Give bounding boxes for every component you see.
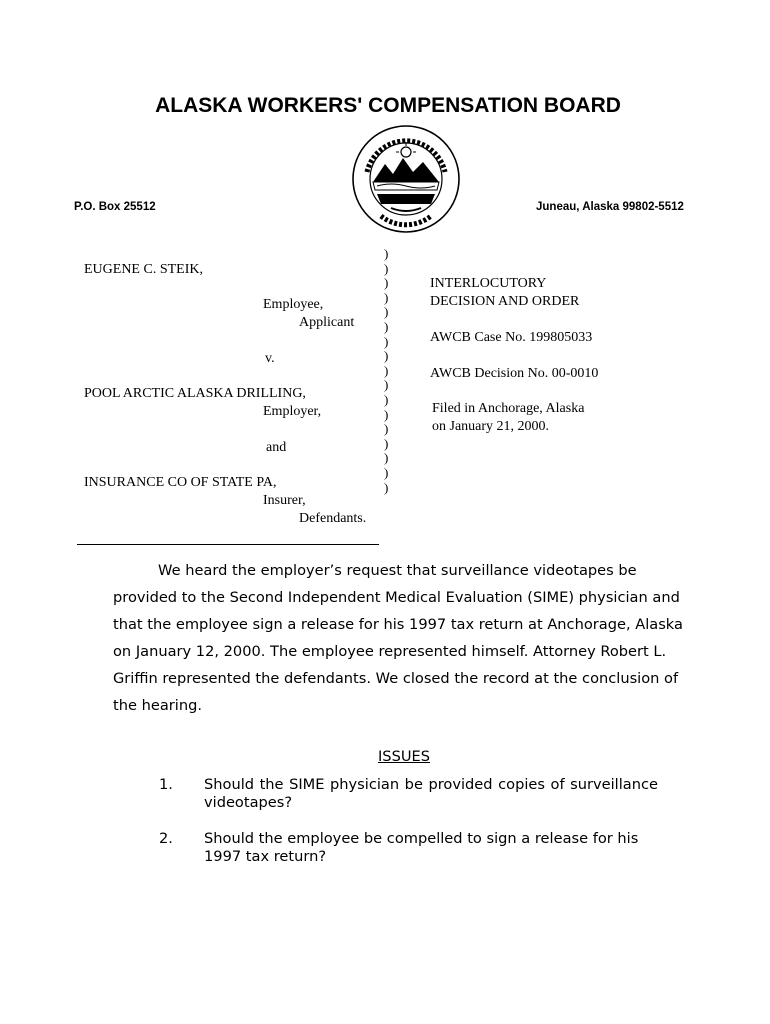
filed-line2: on January 21, 2000. xyxy=(432,419,550,434)
employer-role: Employer, xyxy=(263,404,322,419)
issues-heading: ISSUES xyxy=(378,748,430,765)
employee-role: Employee, xyxy=(263,297,324,312)
state-seal-icon xyxy=(351,124,461,234)
and-label: and xyxy=(266,440,287,455)
case-number: AWCB Case No. 199805033 xyxy=(430,330,593,345)
issue-text: Should the SIME physician be provided copies of surveillance videotapes? xyxy=(204,776,658,811)
board-address: P.O. Box 25512 xyxy=(74,201,156,213)
issue-number: 2. xyxy=(159,830,173,847)
decision-type-line2: DECISION AND ORDER xyxy=(430,294,580,309)
issue-number: 1. xyxy=(159,776,173,793)
insurer-name: INSURANCE CO OF STATE PA, xyxy=(84,475,277,490)
issue-text: Should the employee be compelled to sign a release for his 1997 tax return? xyxy=(204,830,639,865)
opening-paragraph-text: We heard the employer’s request that surveillance videotapes be provided to the Second Independent Medical Evaluation (SIME) physician and that the employee sign a release for his 1997 tax return at Anchorage, Alaska on January 12, 2000. The employee represented himself. Attorney Robert L. Griffin represented the defendants. We closed the record at the conclusion of the hearing. xyxy=(113,562,683,714)
employee-name: EUGENE C. STEIK, xyxy=(84,262,203,277)
board-title: ALASKA WORKERS' COMPENSATION BOARD xyxy=(155,94,621,117)
employer-name: POOL ARCTIC ALASKA DRILLING, xyxy=(84,386,306,401)
caption-divider xyxy=(77,544,379,545)
filed-line1: Filed in Anchorage, Alaska xyxy=(432,401,585,416)
decision-type-line1: INTERLOCUTORY xyxy=(430,276,547,291)
defendants-role: Defendants. xyxy=(299,511,367,526)
opening-paragraph xyxy=(113,557,691,719)
board-city: Juneau, Alaska 99802-5512 xyxy=(536,201,684,213)
versus-label: v. xyxy=(265,351,275,366)
decision-number: AWCB Decision No. 00-0010 xyxy=(430,366,599,381)
caption-paren-column: ) ) ) ) ) ) ) ) ) ) ) ) ) ) ) ) ) xyxy=(384,246,389,495)
applicant-role: Applicant xyxy=(299,315,355,330)
insurer-role: Insurer, xyxy=(263,493,306,508)
